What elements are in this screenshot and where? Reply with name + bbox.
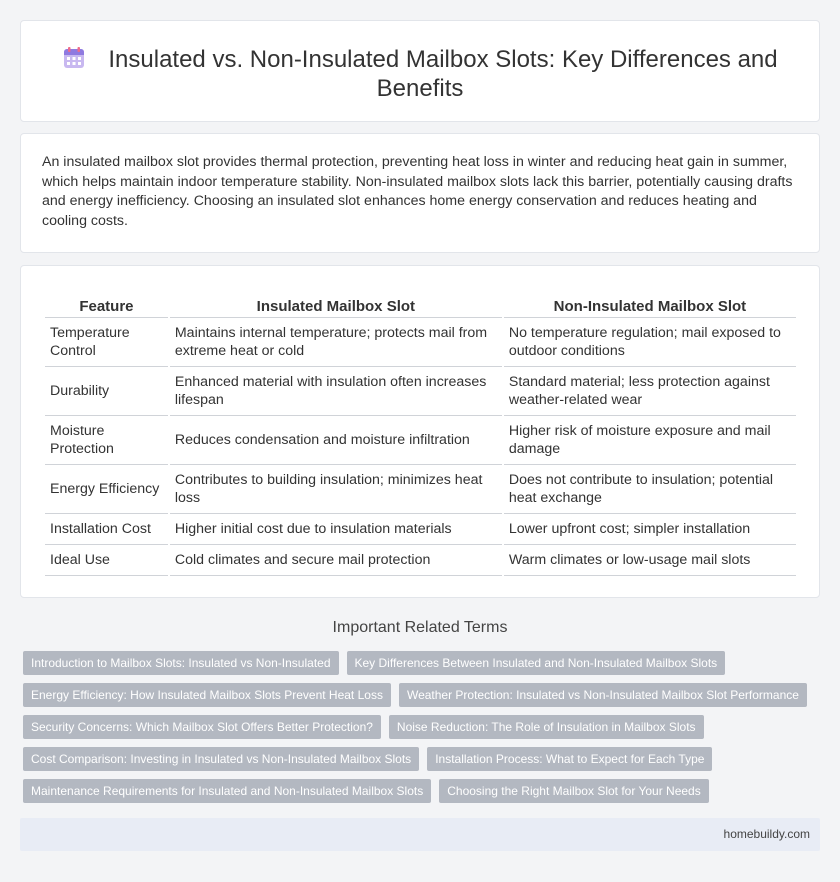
related-term-tag[interactable]: Introduction to Mailbox Slots: Insulated vs Non-Insulated (23, 651, 339, 675)
intro-card (20, 133, 820, 253)
non-insulated-cell: Higher risk of moisture exposure and mail damage (504, 416, 796, 465)
comparison-table (43, 294, 798, 576)
insulated-cell: Cold climates and secure mail protection (170, 545, 502, 576)
related-terms-list (23, 651, 813, 803)
feature-cell: Durability (45, 367, 168, 416)
insulated-cell: Higher initial cost due to insulation materials (170, 514, 502, 545)
non-insulated-cell: Does not contribute to insulation; potential heat exchange (504, 465, 796, 514)
related-term-tag[interactable]: Weather Protection: Insulated vs Non-Insulated Mailbox Slot Performance (399, 683, 807, 707)
header-feature: Feature (45, 294, 168, 318)
table-row (45, 465, 796, 514)
table-row (45, 318, 796, 367)
insulated-cell: Enhanced material with insulation often increases lifespan (170, 367, 502, 416)
related-term-tag[interactable]: Installation Process: What to Expect for Each Type (427, 747, 712, 771)
related-term-tag[interactable]: Maintenance Requirements for Insulated and Non-Insulated Mailbox Slots (23, 779, 431, 803)
feature-cell: Energy Efficiency (45, 465, 168, 514)
comparison-card (20, 265, 820, 598)
insulated-cell: Contributes to building insulation; minimizes heat loss (170, 465, 502, 514)
table-row (45, 545, 796, 576)
feature-cell: Temperature Control (45, 318, 168, 367)
insulated-cell: Maintains internal temperature; protects mail from extreme heat or cold (170, 318, 502, 367)
related-terms-title: Important Related Terms (332, 619, 508, 636)
page-title-text: Insulated vs. Non-Insulated Mailbox Slots: Key Differences and Benefits (108, 46, 778, 102)
non-insulated-cell: Warm climates or low-usage mail slots (504, 545, 796, 576)
table-row (45, 367, 796, 416)
non-insulated-cell: Standard material; less protection against weather-related wear (504, 367, 796, 416)
header-insulated: Insulated Mailbox Slot (170, 294, 502, 318)
table-row (45, 514, 796, 545)
header-non-insulated: Non-Insulated Mailbox Slot (504, 294, 796, 318)
calendar-icon (62, 46, 86, 70)
feature-cell: Installation Cost (45, 514, 168, 545)
non-insulated-cell: Lower upfront cost; simpler installation (504, 514, 796, 545)
feature-cell: Ideal Use (45, 545, 168, 576)
related-term-tag[interactable]: Key Differences Between Insulated and Non-Insulated Mailbox Slots (347, 651, 726, 675)
footer (20, 818, 820, 851)
non-insulated-cell: No temperature regulation; mail exposed to outdoor conditions (504, 318, 796, 367)
feature-cell: Moisture Protection (45, 416, 168, 465)
related-term-tag[interactable]: Energy Efficiency: How Insulated Mailbox Slots Prevent Heat Loss (23, 683, 391, 707)
footer-site-link[interactable]: homebuildy.com (723, 827, 810, 841)
related-term-tag[interactable]: Noise Reduction: The Role of Insulation in Mailbox Slots (389, 715, 704, 739)
title-wrap (61, 45, 779, 103)
page-title (61, 45, 779, 103)
related-term-tag[interactable]: Cost Comparison: Investing in Insulated vs Non-Insulated Mailbox Slots (23, 747, 419, 771)
related-term-tag[interactable]: Choosing the Right Mailbox Slot for Your Needs (439, 779, 708, 803)
table-row (45, 416, 796, 465)
table-header-row (45, 294, 796, 318)
title-card (20, 20, 820, 122)
related-term-tag[interactable]: Security Concerns: Which Mailbox Slot Offers Better Protection? (23, 715, 381, 739)
insulated-cell: Reduces condensation and moisture infiltration (170, 416, 502, 465)
intro-paragraph: An insulated mailbox slot provides thermal protection, preventing heat loss in winter and reducing heat gain in summer, which helps maintain indoor temperature stability. Non-insulated mailbox slots lack this barrier, potentially causing drafts and energy inefficiency. Choosing an insulated slot enhances home energy conservation and reduces heating and cooling costs. (42, 154, 793, 229)
